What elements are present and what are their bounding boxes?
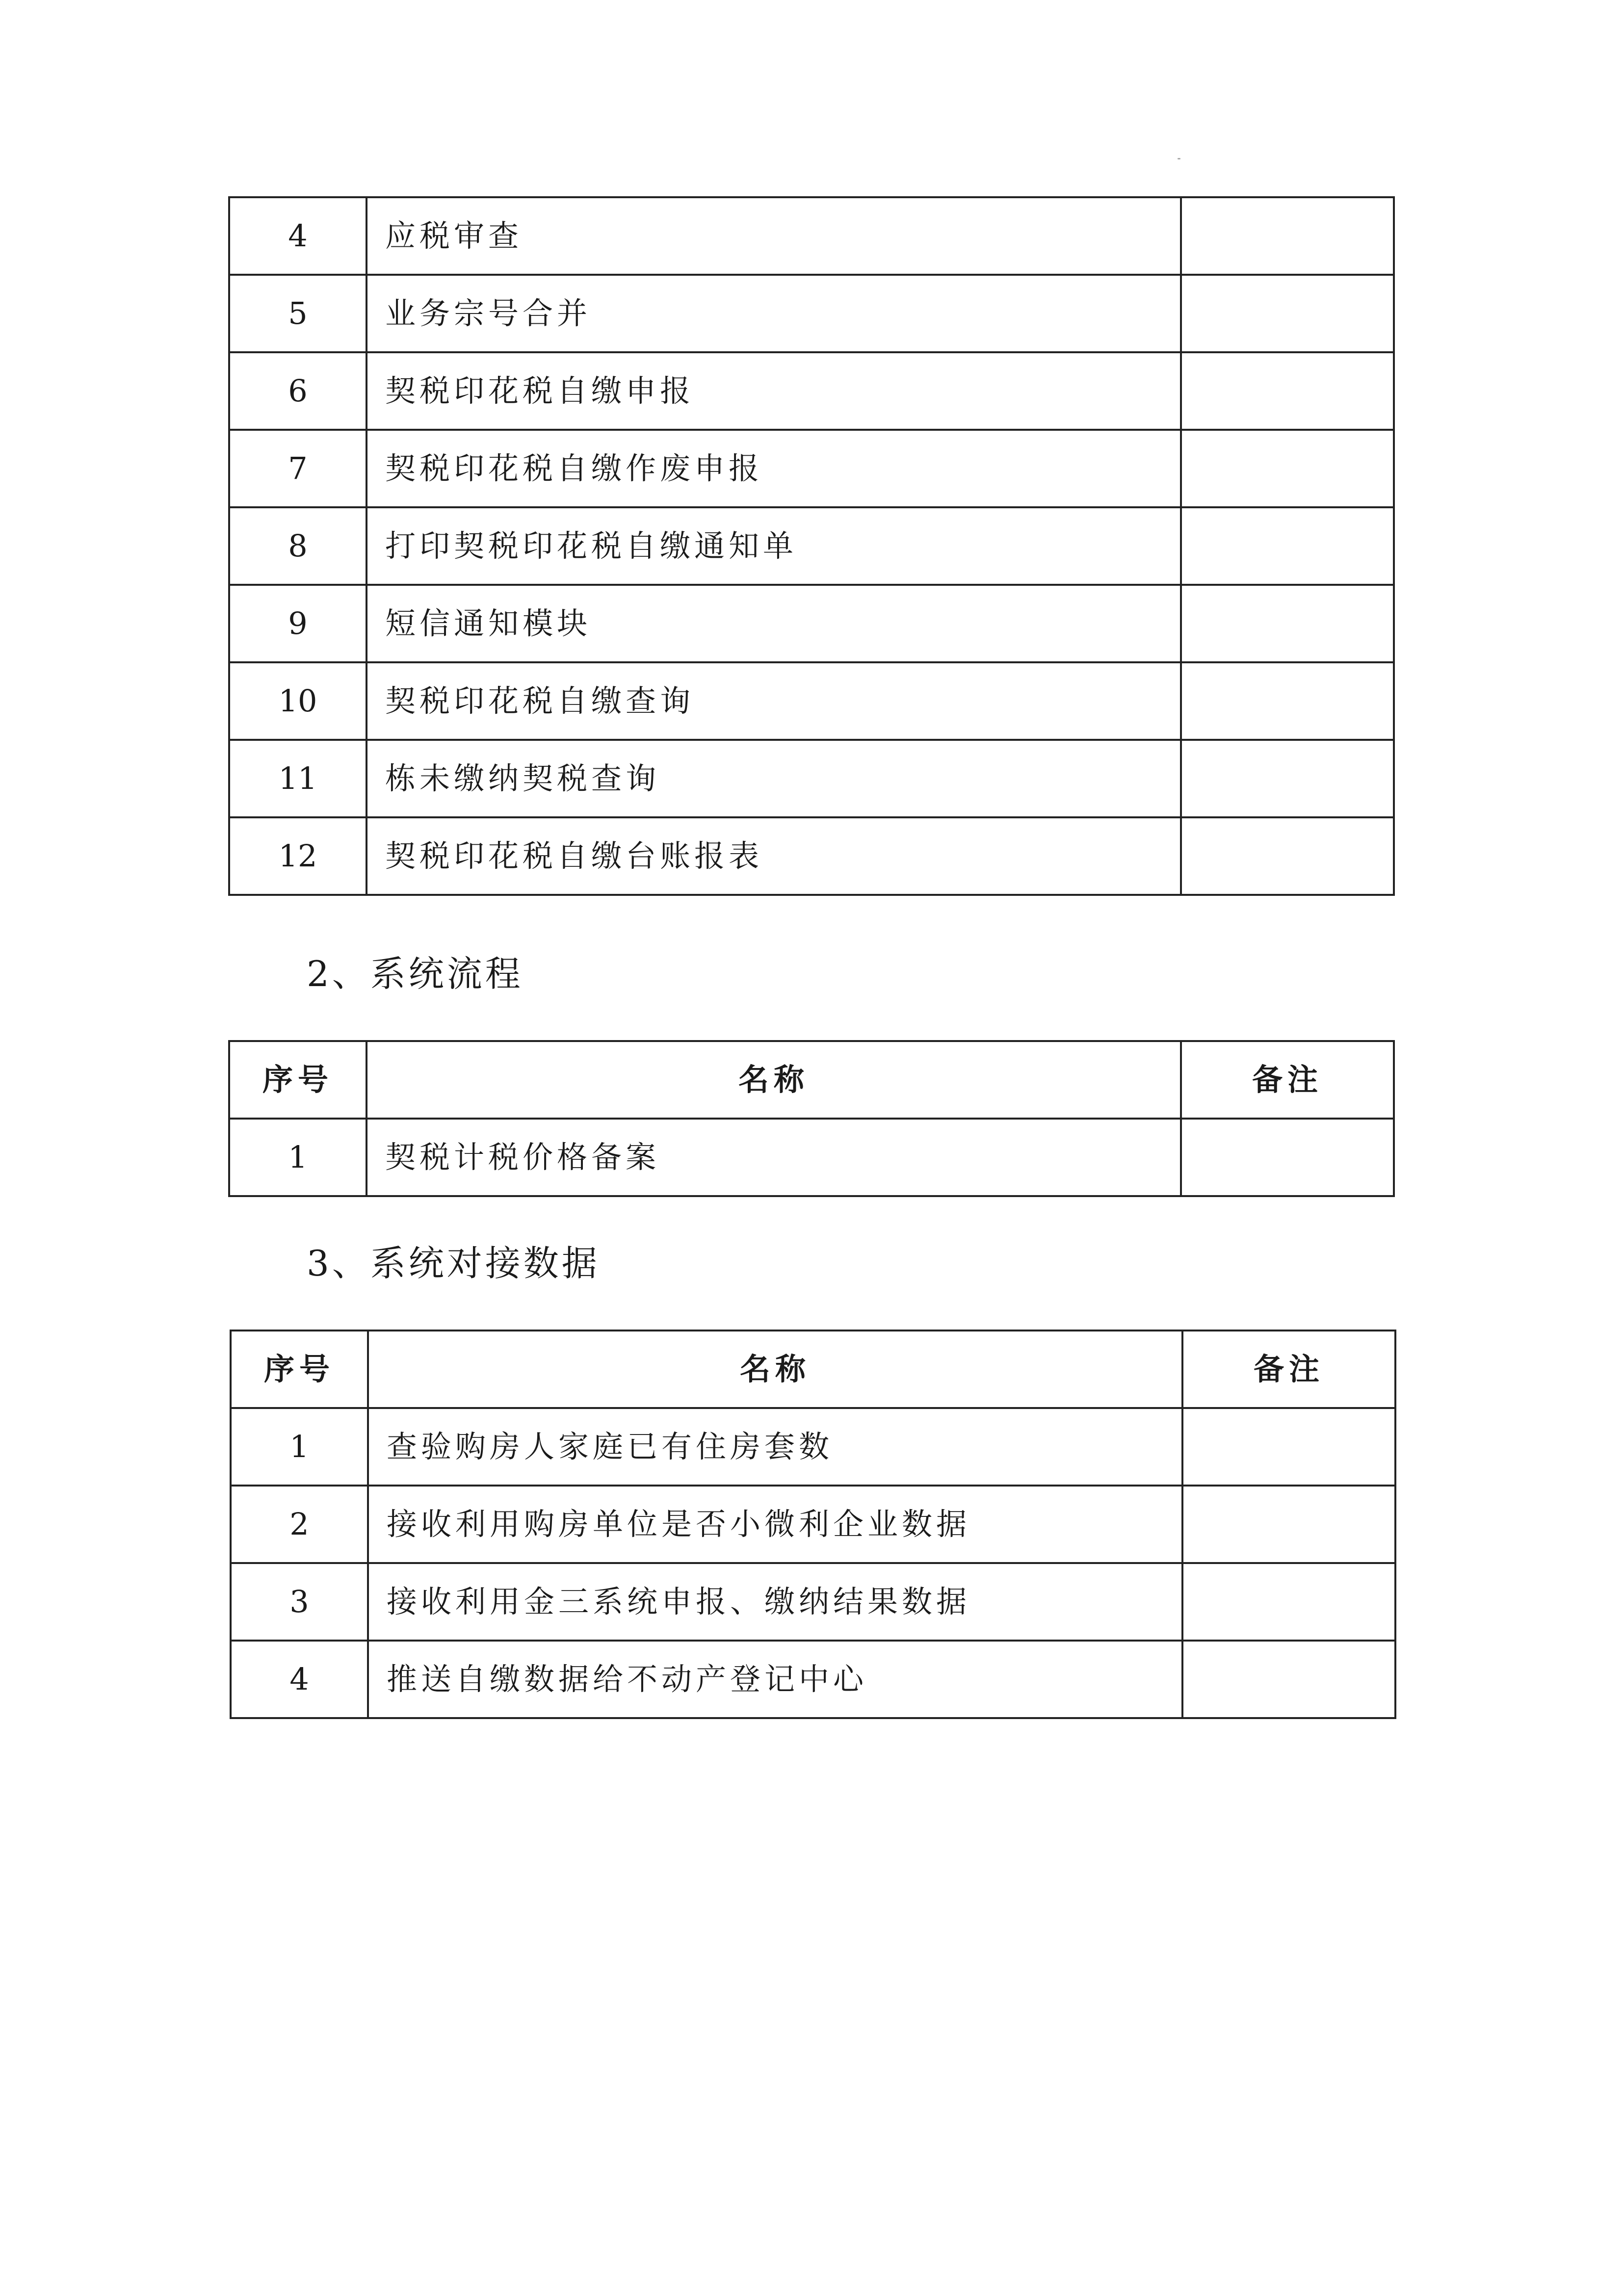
- table-row: [231, 1486, 1395, 1563]
- row-number: 5: [229, 275, 367, 352]
- table-row: [229, 507, 1394, 585]
- row-number: 4: [231, 1641, 368, 1718]
- row-name: 栋未缴纳契税查询: [367, 740, 1181, 817]
- table-row: [229, 740, 1394, 817]
- row-remark: [1181, 585, 1394, 662]
- header-name: 名称: [367, 1041, 1181, 1119]
- row-name: 契税印花税自缴作废申报: [367, 430, 1181, 507]
- header-number: 序号: [231, 1331, 368, 1408]
- row-number: 3: [231, 1563, 368, 1641]
- row-remark: [1182, 1486, 1395, 1563]
- row-number: 12: [229, 817, 367, 895]
- row-name: 接收利用购房单位是否小微利企业数据: [368, 1486, 1182, 1563]
- table-row: [229, 1119, 1394, 1196]
- row-name: 接收利用金三系统申报、缴纳结果数据: [368, 1563, 1182, 1641]
- section-heading-process: 2、系统流程: [307, 953, 524, 994]
- table-row: [231, 1641, 1395, 1718]
- row-number: 1: [231, 1408, 368, 1486]
- row-remark: [1182, 1408, 1395, 1486]
- row-name: 推送自缴数据给不动产登记中心: [368, 1641, 1182, 1718]
- header-remark: 备注: [1181, 1041, 1394, 1119]
- row-number: 4: [229, 197, 367, 275]
- table-row: [229, 662, 1394, 740]
- row-name: 契税印花税自缴申报: [367, 352, 1181, 430]
- table-header-row: [229, 1041, 1394, 1119]
- row-name: 契税计税价格备案: [367, 1119, 1181, 1196]
- row-remark: [1181, 740, 1394, 817]
- row-name: 契税印花税自缴台账报表: [367, 817, 1181, 895]
- row-number: 9: [229, 585, 367, 662]
- header-name: 名称: [368, 1331, 1182, 1408]
- row-number: 1: [229, 1119, 367, 1196]
- row-remark: [1181, 430, 1394, 507]
- row-remark: [1181, 1119, 1394, 1196]
- table-row: [229, 585, 1394, 662]
- row-name: 短信通知模块: [367, 585, 1181, 662]
- row-number: 11: [229, 740, 367, 817]
- table-row: [229, 430, 1394, 507]
- row-number: 8: [229, 507, 367, 585]
- table-row: [229, 275, 1394, 352]
- row-remark: [1181, 817, 1394, 895]
- section-heading-data: 3、系统对接数据: [307, 1243, 600, 1284]
- row-name: 契税印花税自缴查询: [367, 662, 1181, 740]
- scan-speck: [1178, 158, 1180, 159]
- row-remark: [1182, 1563, 1395, 1641]
- header-remark: 备注: [1182, 1331, 1395, 1408]
- feature-list-table: [228, 196, 1395, 896]
- integration-data-table: [230, 1330, 1396, 1719]
- table-row: [231, 1563, 1395, 1641]
- row-number: 10: [229, 662, 367, 740]
- row-name: 业务宗号合并: [367, 275, 1181, 352]
- table-row: [229, 352, 1394, 430]
- row-number: 7: [229, 430, 367, 507]
- row-remark: [1181, 662, 1394, 740]
- row-number: 2: [231, 1486, 368, 1563]
- row-name: 应税审查: [367, 197, 1181, 275]
- row-remark: [1181, 197, 1394, 275]
- row-name: 查验购房人家庭已有住房套数: [368, 1408, 1182, 1486]
- row-number: 6: [229, 352, 367, 430]
- table-header-row: [231, 1331, 1395, 1408]
- row-remark: [1181, 275, 1394, 352]
- header-number: 序号: [229, 1041, 367, 1119]
- table-row: [229, 817, 1394, 895]
- process-table: [228, 1040, 1395, 1197]
- row-remark: [1182, 1641, 1395, 1718]
- table-row: [229, 197, 1394, 275]
- row-remark: [1181, 352, 1394, 430]
- table-row: [231, 1408, 1395, 1486]
- row-remark: [1181, 507, 1394, 585]
- row-name: 打印契税印花税自缴通知单: [367, 507, 1181, 585]
